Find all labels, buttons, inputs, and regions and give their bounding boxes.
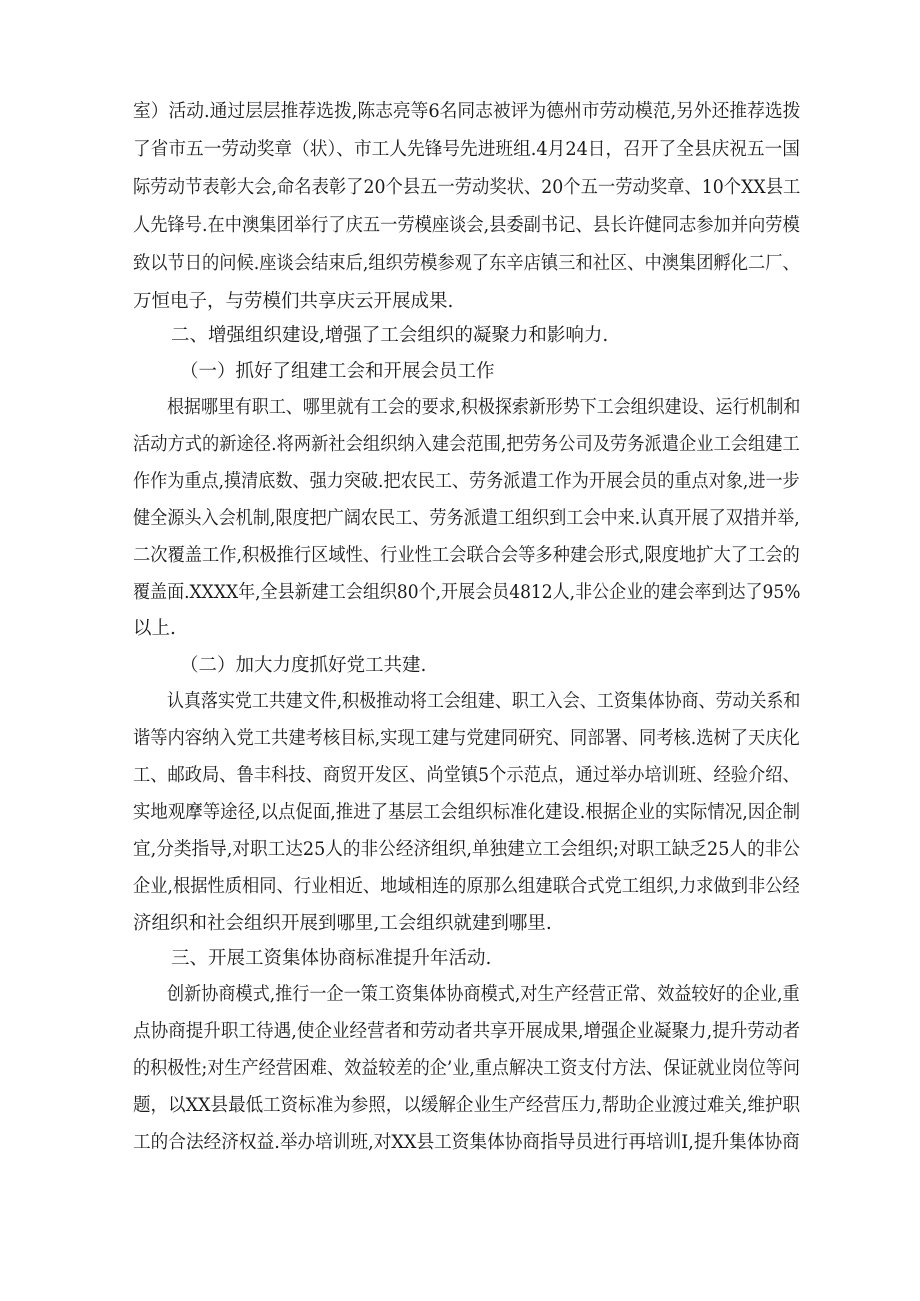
text-line: 二次覆盖工作,积极推行区域性、行业性工会联合会等多种建会形式,限度地扩大了工会的 xyxy=(133,545,800,566)
text-line: 宜,分类指导,对职工达25人的非公经济组织,单独建立工会组织;对职工缺乏25人的非公 xyxy=(133,839,801,860)
section-heading: 二、增强组织建设,增强了工会组织的凝聚力和影响力. xyxy=(171,325,609,346)
text-line: 覆盖面.XXXX年,全县新建工会组织80个,开展会员4812人,非公企业的建会率到达了95% xyxy=(133,582,801,603)
text-line: 了省市五一劳动奖章（状）、市工人先锋号先进班组.4月24日，召开了全县庆祝五一国 xyxy=(133,139,800,160)
text-line: 以上. xyxy=(133,618,176,639)
text-line: 企业,根据性质相同、行业相近、地域相连的原那么组建联合式党工组织,力求做到非公经 xyxy=(133,876,800,897)
text-line: 的积极性;对生产经营困难、效益较差的企’业,重点解决工资支付方法、保证就业岗位等问 xyxy=(133,1058,800,1079)
text-line: 认真落实党工共建文件,积极推动将工会组建、职工入会、工资集体协商、劳动关系和 xyxy=(167,691,801,712)
text-line: 健全源头入会机制,限度把广阔农民工、劳务派遣工组织到工会中来.认真开展了双措并举, xyxy=(133,508,800,529)
text-line: 人先锋号.在中澳集团举行了庆五一劳模座谈会,县委副书记、县长许健同志参加并向劳模 xyxy=(133,215,800,236)
text-line: 万恒电子，与劳模们共享庆云开展成果. xyxy=(133,291,454,312)
text-line: 点协商提升职工待遇,使企业经营者和劳动者共享开展成果,增强企业凝聚力,提升劳动者 xyxy=(133,1021,801,1042)
text-line: 济组织和社会组织开展到哪里,工会组织就建到哪里. xyxy=(133,913,552,934)
text-line: 工的合法经济权益.举办培训班,对XX县工资集体协商指导员进行再培训I,提升集体协商 xyxy=(133,1132,800,1153)
text-line: 作作为重点,摸清底数、强力突破.把农民工、劳务派遣工作为开展会员的重点对象,进一步 xyxy=(133,471,800,492)
text-line: 谐等内容纳入党工共建考核目标,实现工建与党建同研究、同部署、同考核.选树了天庆化 xyxy=(133,728,800,749)
text-line: 致以节日的问候.座谈会结束后,组织劳模参观了东辛店镇三和社区、中澳集团孵化二厂、 xyxy=(133,253,800,274)
text-line: 室）活动.通过层层推荐选拨,陈志亮等6名同志被评为德州市劳动模范,另外还推荐选拨 xyxy=(133,101,801,122)
text-line: 题，以XX县最低工资标准为参照，以缓解企业生产经营压力,帮助企业渡过难关,维护职 xyxy=(133,1095,801,1116)
text-line: 际劳动节表彰大会,命名表彰了20个县五一劳动奖状、20个五一劳动奖章、10个XX县工 xyxy=(133,177,801,198)
section-heading: 三、开展工资集体协商标准提升年活动. xyxy=(171,948,492,969)
text-line: 活动方式的新途径.将两新社会组织纳入建会范围,把劳务公司及劳务派遣企业工会组建工 xyxy=(133,434,800,455)
text-line: 创新协商模式,推行一企一策工资集体协商模式,对生产经营正常、效益较好的企业,重 xyxy=(167,984,800,1005)
subsection-heading: （一）抓好了组建工会和开展会员工作 xyxy=(180,361,495,382)
text-line: 根据哪里有职工、哪里就有工会的要求,积极探索新形势下工会组织建设、运行机制和 xyxy=(167,397,801,418)
text-line: 实地观摩等途径,以点促面,推进了基层工会组织标准化建设.根据企业的实际情况,因企制 xyxy=(133,802,801,823)
text-line: 工、邮政局、鲁丰科技、商贸开发区、尚堂镇5个示范点，通过举办培训班、经验介绍、 xyxy=(133,765,800,786)
subsection-heading: （二）加大力度抓好党工共建. xyxy=(180,655,427,676)
